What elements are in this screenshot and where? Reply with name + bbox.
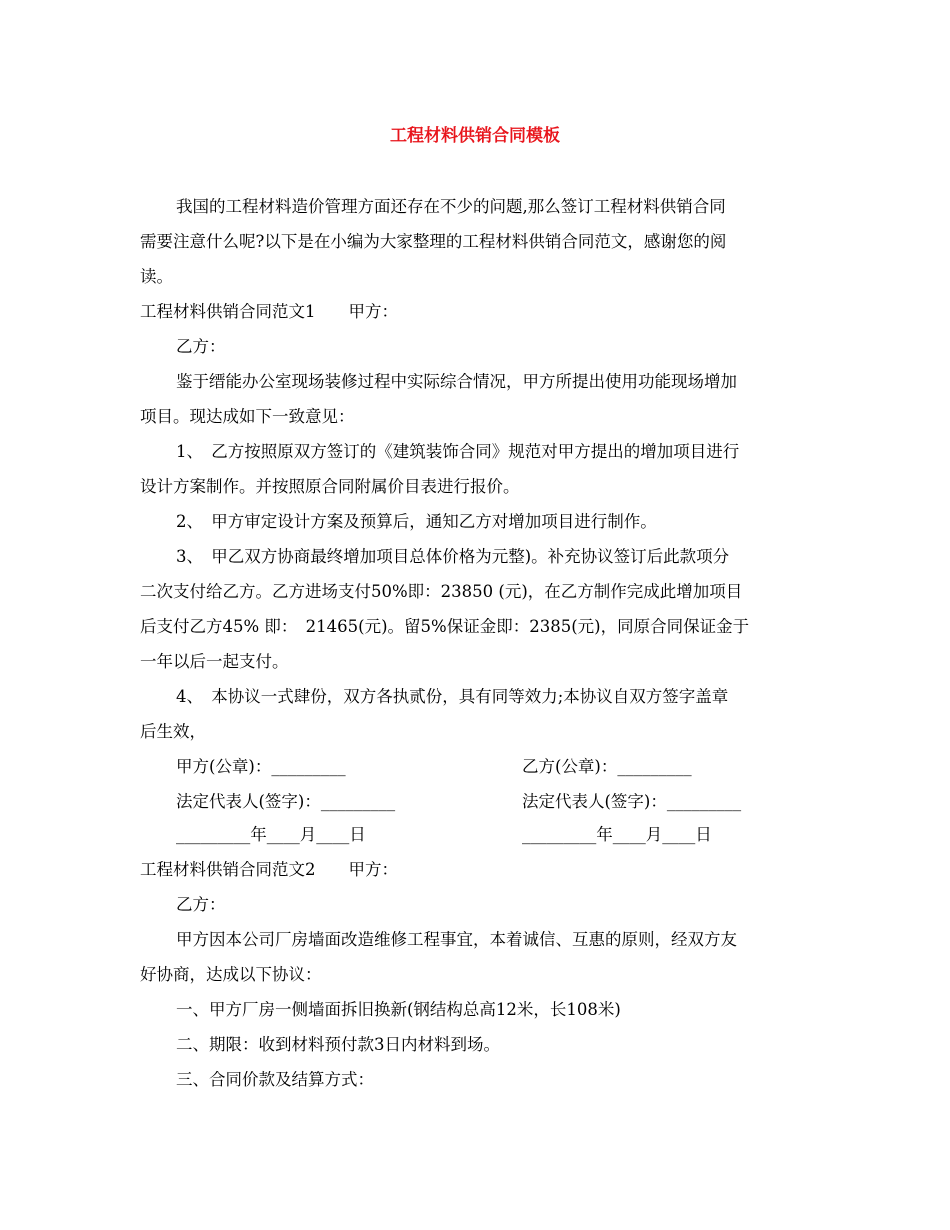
party-a-date: _________年____月____日: [176, 825, 366, 844]
party-b-label: 乙方：: [176, 895, 226, 914]
clause-3: 3、 甲乙双方协商最终增加项目总体价格为元整)。补充协议签订后此款项分: [176, 547, 730, 566]
clause-2: 2、 甲方审定设计方案及预算后，通知乙方对增加项目进行制作。: [176, 512, 657, 531]
document-title: 工程材料供销合同模板: [390, 126, 560, 146]
party-b-date: _________年____月____日: [522, 825, 712, 844]
intro-line: 需要注意什么呢?以下是在小编为大家整理的工程材料供销合同范文，感谢您的阅: [140, 232, 727, 251]
item-1: 一、甲方厂房一侧墙面拆旧换新(钢结构总高12米，长108米): [176, 1000, 621, 1019]
clause-3-cont: 一年以后一起支付。: [140, 652, 289, 671]
body-line: 鉴于缙能办公室现场装修过程中实际综合情况，甲方所提出使用功能现场增加: [176, 372, 737, 391]
party-b-label: 乙方：: [176, 337, 226, 356]
clause-4-cont: 后生效，: [140, 722, 206, 741]
intro-line: 读。: [140, 267, 173, 286]
intro-line: 我国的工程材料造价管理方面还存在不少的问题,那么签订工程材料供销合同: [176, 197, 726, 216]
body-line: 好协商，达成以下协议：: [140, 965, 322, 984]
section-heading-2: 工程材料供销合同范文2 甲方：: [140, 860, 398, 879]
body-line: 甲方因本公司厂房墙面改造维修工程事宜，本着诚信、互惠的原则，经双方友: [176, 930, 737, 949]
clause-3-cont: 后支付乙方45% 即： 21465(元)。留5%保证金即：2385(元)，同原合同保证金于: [140, 617, 750, 636]
clause-1-cont: 设计方案制作。并按照原合同附属价目表进行报价。: [140, 477, 520, 496]
party-a-representative: 法定代表人(签字)：_________: [176, 792, 396, 811]
section-heading-1: 工程材料供销合同范文1 甲方：: [140, 302, 398, 321]
party-b-seal: 乙方(公章)：_________: [522, 757, 692, 776]
clause-4: 4、 本协议一式肆份，双方各执贰份，具有同等效力;本协议自双方签字盖章: [176, 687, 729, 706]
party-a-seal: 甲方(公章)：_________: [176, 757, 346, 776]
item-2: 二、期限：收到材料预付款3日内材料到场。: [176, 1035, 500, 1054]
clause-1: 1、 乙方按照原双方签订的《建筑装饰合同》规范对甲方提出的增加项目进行: [176, 442, 740, 461]
clause-3-cont: 二次支付给乙方。乙方进场支付50%即：23850 (元)，在乙方制作完成此增加项目: [140, 582, 743, 601]
item-3: 三、合同价款及结算方式：: [176, 1070, 374, 1089]
body-line: 项目。现达成如下一致意见：: [140, 407, 355, 426]
party-b-representative: 法定代表人(签字)：_________: [522, 792, 742, 811]
